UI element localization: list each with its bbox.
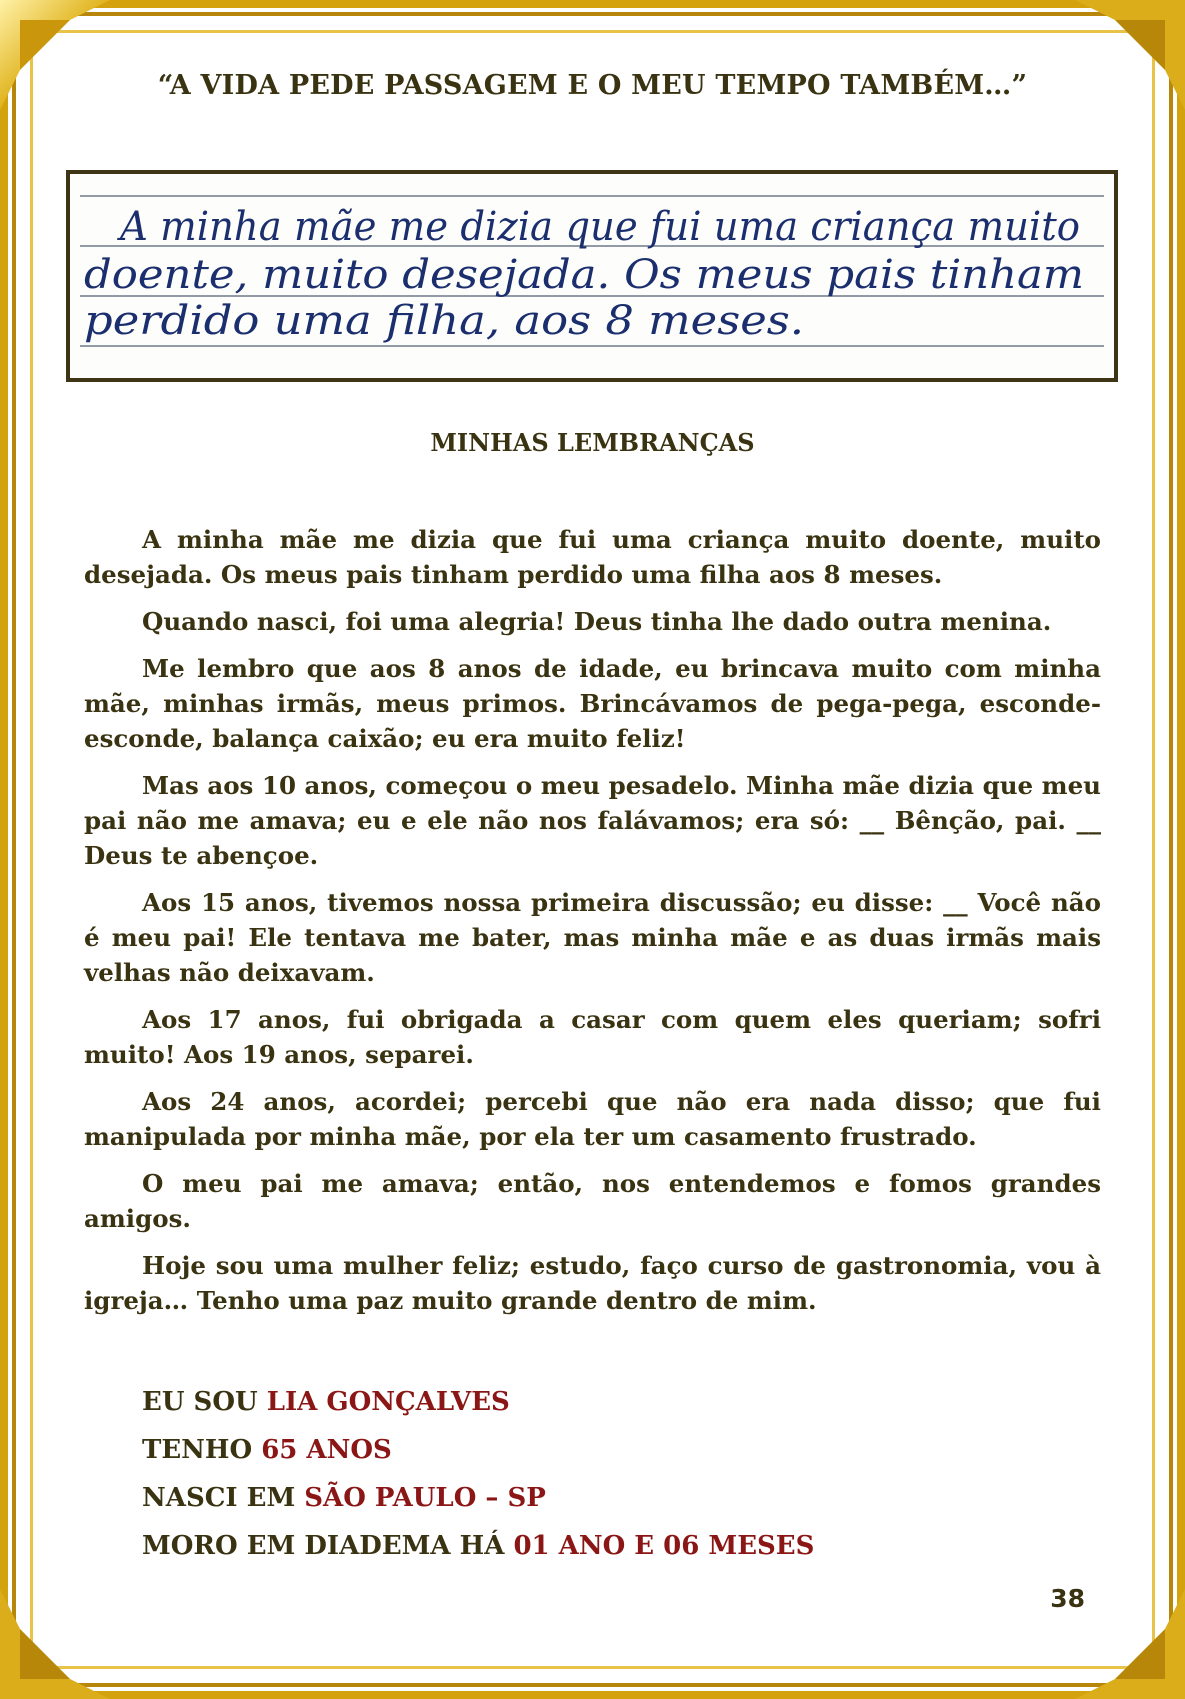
page-number: 38 [1050, 1584, 1085, 1613]
story-paragraph: Hoje sou uma mulher feliz; estudo, faço curso de gastronomia, vou à igreja… Tenho uma paz muito grande dentro de mim. [84, 1251, 1101, 1315]
info-name-value: LIA GONÇALVES [266, 1387, 510, 1417]
story-paragraph: Me lembro que aos 8 anos de idade, eu brincava muito com minha mãe, minhas irmãs, meus primos. Brincávamos de pega-pega, esconde-esconde, balança caixão; eu era muito feliz! [84, 654, 1101, 753]
info-birth-value: SÃO PAULO – SP [304, 1483, 546, 1513]
story-paragraph: A minha mãe me dizia que fui uma criança muito doente, muito desejada. Os meus pais tinham perdido uma filha aos 8 meses. [84, 525, 1101, 589]
info-birth-label: NASCI EM [142, 1483, 305, 1513]
story-paragraph: Mas aos 10 anos, começou o meu pesadelo. Minha mãe dizia que meu pai não me amava; eu e ele não nos falávamos; era só: __ Bênção, pai. __ Deus te abençoe. [84, 771, 1101, 870]
header-quote: “A VIDA PEDE PASSAGEM E O MEU TEMPO TAMBÉM…” [157, 70, 1028, 101]
handwriting-line-3: perdido uma filha, aos 8 meses. [84, 298, 804, 344]
info-name-label: EU SOU [142, 1387, 267, 1417]
info-residence-value: 01 ANO E 06 MESES [513, 1531, 815, 1561]
author-info [142, 1384, 814, 1576]
story-paragraph: Aos 15 anos, tivemos nossa primeira discussão; eu disse: __ Você não é meu pai! Ele tentava me bater, mas minha mãe e as duas irmãs mais velhas não deixavam. [84, 888, 1101, 987]
info-residence-line [142, 1528, 814, 1576]
story-body [84, 522, 1101, 1330]
handwriting-line-1: A minha mãe me dizia que fui uma criança muito [116, 204, 1081, 250]
corner-ornament-icon [0, 1589, 110, 1699]
corner-ornament-icon [1075, 1589, 1185, 1699]
info-name-line [142, 1384, 814, 1432]
info-residence-label: MORO EM DIADEMA HÁ [142, 1531, 514, 1561]
info-age-label: TENHO [142, 1435, 262, 1465]
story-paragraph: Quando nasci, foi uma alegria! Deus tinha lhe dado outra menina. [142, 607, 1052, 636]
handwriting-line-2: doente, muito desejada. Os meus pais tinham [84, 252, 1084, 298]
story-paragraph: O meu pai me amava; então, nos entendemos e fomos grandes amigos. [84, 1169, 1101, 1233]
ruled-paper-lines [70, 174, 1114, 378]
story-paragraph: Aos 17 anos, fui obrigada a casar com quem eles queriam; sofri muito! Aos 19 anos, separei. [84, 1005, 1101, 1069]
section-title: MINHAS LEMBRANÇAS [430, 428, 755, 457]
info-age-value: 65 ANOS [261, 1435, 392, 1465]
info-age-line [142, 1432, 814, 1480]
info-birth-line [142, 1480, 814, 1528]
story-paragraph: Aos 24 anos, acordei; percebi que não era nada disso; que fui manipulada por minha mãe, por ela ter um casamento frustrado. [84, 1087, 1101, 1151]
handwritten-note-image [66, 170, 1118, 382]
